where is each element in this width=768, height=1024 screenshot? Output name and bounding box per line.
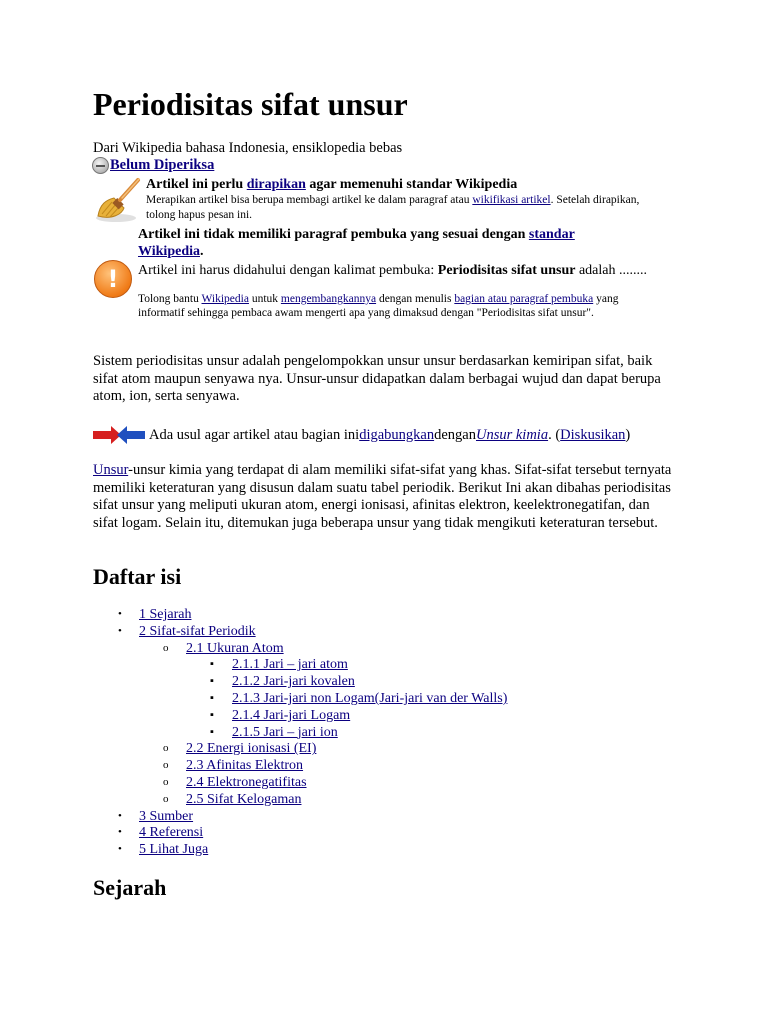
toc-heading: Daftar isi [93, 564, 182, 589]
page-title: Periodisitas sifat unsur [93, 86, 408, 122]
toc-item[interactable]: 3 Sumber [139, 808, 194, 824]
section-heading-sejarah: Sejarah [93, 875, 167, 900]
exclamation-icon: ! [94, 260, 132, 298]
toc-bullet: • [118, 826, 122, 839]
toc-item[interactable]: 2.1.2 Jari-jari kovalen [232, 674, 355, 690]
merge-link[interactable]: digabungkan [359, 426, 435, 443]
toc-item[interactable]: 2.3 Afinitas Elektron [186, 758, 304, 774]
discuss-link[interactable]: Diskusikan [560, 426, 626, 443]
cleanup-body: Merapikan artikel bisa berupa membagi artikel ke dalam paragraf atau wikifikasi artikel. Setelah dirapikan, tolong hapus pesan ini. [146, 194, 640, 221]
toc-bullet: • [118, 608, 122, 620]
toc-bullet: o [163, 776, 169, 788]
wikipedia-link[interactable]: Wikipedia [201, 293, 249, 305]
unreviewed-link[interactable]: Belum Diperiksa [110, 156, 215, 173]
toc-item[interactable]: 2.2 Energi ionisasi (EI) [186, 741, 317, 757]
toc-item[interactable]: 2.1.3 Jari-jari non Logam(Jari-jari van der Walls) [232, 691, 508, 706]
toc-bullet: • [118, 809, 122, 822]
intro-paragraph: Sistem periodisitas unsur adalah pengelompokkan unsur unsur berdasarkan kemiripan sifat, baik sifat atom maupun senyawa nya. Unsur-unsur didapatkan dalam berbagai wujud dan dapat berupa atom, ion, serta senyawa. [93, 353, 661, 404]
toc-bullet: o [163, 792, 169, 805]
unsur-kimia-link[interactable]: Unsur kimia [475, 426, 549, 443]
unreviewed-icon [92, 157, 109, 174]
lead-section-link[interactable]: bagian atau paragraf pembuka [454, 293, 594, 305]
page-subtitle: Dari Wikipedia bahasa Indonesia, ensiklopedia bebas [93, 140, 403, 156]
toc-bullet: • [118, 624, 122, 637]
unreviewed-notice [92, 155, 214, 175]
toc-item[interactable]: 2.4 Elektronegatifitas [186, 775, 307, 790]
main-paragraph: Unsur-unsur kimia yang terdapat di alam memiliki sifat-sifat yang khas. Sifat-sifat tersebut ternyata memiliki keteraturan yang disusun dalam suatu tabel periodik. Berikut Ini akan dibahas periodisitas sifat unsur yang meliputi ukuran atom, energi ionisasi, afinitas elektron, keelektronegatifan, dan sifat logam. Selain itu, ditemukan juga beberapa unsur yang tidak mengikuti keteraturan tersebut. [93, 462, 672, 531]
toc-bullet: • [118, 843, 122, 856]
toc-item[interactable]: 4 Referensi [139, 825, 204, 841]
toc-bullet: o [163, 641, 169, 654]
toc-bullet: o [163, 759, 169, 772]
merge-notice: Ada usul agar artikel atau bagian ini digabungkan dengan Unsur kimia . ( Diskusikan ) [93, 424, 630, 446]
toc-bullet: ▪ [210, 675, 214, 688]
broom-icon [94, 174, 144, 224]
merge-arrows-icon [93, 425, 145, 445]
develop-link[interactable]: mengembangkannya [280, 293, 377, 305]
lead-body: Artikel ini harus didahului dengan kalimat pembuka: Periodisitas sifat unsur adalah ........ [138, 263, 647, 278]
wikify-link[interactable]: wikifikasi artikel [472, 194, 551, 206]
toc-item[interactable]: 2.1 Ukuran Atom [186, 640, 284, 656]
toc-bullet: ▪ [210, 692, 214, 704]
toc-item[interactable]: 2.1.4 Jari-jari Logam [232, 707, 351, 723]
toc-bullet: ▪ [210, 725, 214, 738]
toc-item[interactable]: 5 Lihat Juga [139, 842, 209, 858]
toc-item[interactable]: 2.1.1 Jari – jari atom [232, 657, 348, 673]
toc-item[interactable]: 2.5 Sifat Kelogaman [186, 791, 302, 807]
toc-item[interactable]: 2 Sifat-sifat Periodik [139, 623, 256, 639]
lead-notice [94, 226, 664, 341]
cleanup-heading: Artikel ini perlu dirapikan agar memenuhi standar Wikipedia [146, 177, 518, 192]
toc-bullet: ▪ [210, 708, 214, 721]
unsur-link[interactable]: Unsur [93, 462, 129, 478]
cleanup-link[interactable]: dirapikan [246, 177, 306, 192]
toc-bullet: ▪ [210, 658, 214, 671]
toc-item[interactable]: 2.1.5 Jari – jari ion [232, 724, 338, 740]
toc-bullet: o [163, 742, 169, 755]
lead-help: Tolong bantu Wikipedia untuk mengembangkannya dengan menulis bagian atau paragraf pembuka yang informatif sehingga pembaca awam mengerti apa yang dimaksud dengan "Periodisitas sifat unsur". [138, 293, 619, 319]
cleanup-notice [94, 174, 654, 224]
standard-wikipedia-link[interactable]: standar Wikipedia [138, 227, 575, 259]
lead-heading: Artikel ini tidak memiliki paragraf pembuka yang sesuai dengan standar Wikipedia. [138, 227, 575, 259]
toc-item[interactable]: 1 Sejarah [139, 607, 192, 622]
